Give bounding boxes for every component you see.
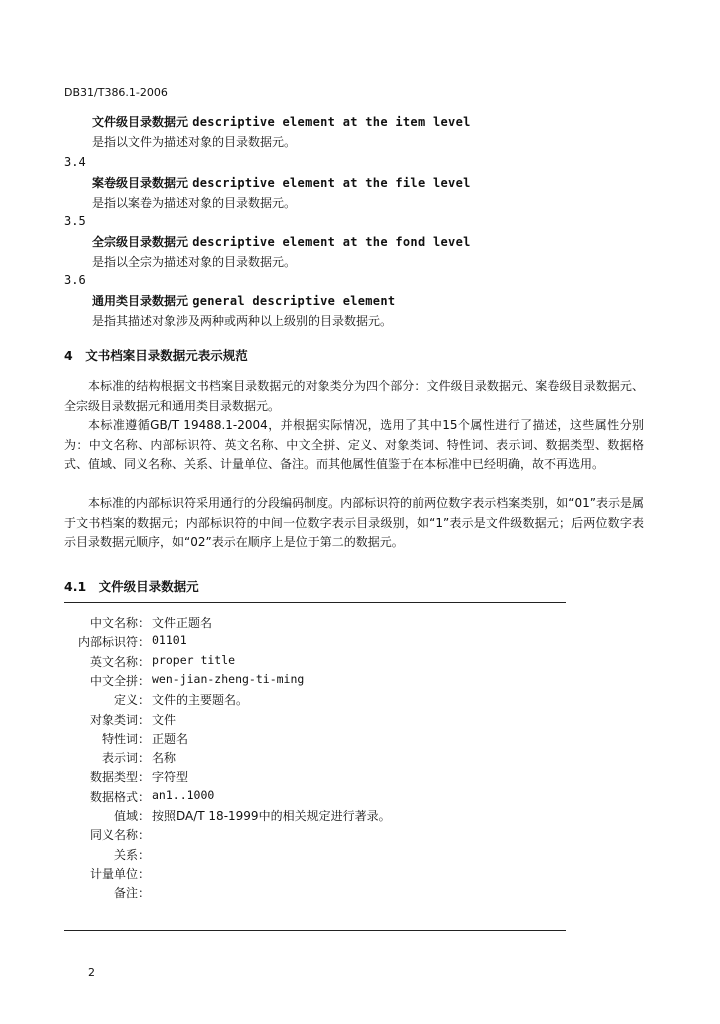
attribute-value: wen-jian-zheng-ti-ming xyxy=(152,671,305,686)
body-paragraph: 本标准的内部标识符采用通行的分段编码制度。内部标识符的前两位数字表示档案类别，如“01”表示是属于文书档案的数据元；内部标识符的中间一位数字表示目录级别，如“1”表示是文件级数据元；后两位数字表示目录数据元顺序，如“02”表示在顺序上是位于第二的数据元。 xyxy=(64,496,644,549)
term-title-cn: 全宗级目录数据元 xyxy=(92,235,189,249)
term-title-en: descriptive element at the file level xyxy=(192,176,471,190)
attribute-label: 中文名称： xyxy=(89,616,150,630)
term-definition: 是指以全宗为描述对象的目录数据元。 xyxy=(92,255,297,269)
attribute-label: 表示词： xyxy=(101,751,150,766)
attribute-label: 中文全拼： xyxy=(89,673,150,688)
attribute-label: 定义： xyxy=(113,693,150,708)
term-title-en: descriptive element at the item level xyxy=(192,115,471,129)
attribute-label: 数据格式： xyxy=(89,789,150,804)
attribute-value: 文件正题名 xyxy=(152,616,213,630)
attribute-label: 计量单位： xyxy=(89,866,150,881)
attribute-value: an1..1000 xyxy=(152,787,215,802)
term-number: 3.6 xyxy=(64,273,86,287)
term-number: 3.5 xyxy=(64,214,86,228)
term-title-en: descriptive element at the fond level xyxy=(192,235,471,249)
term-title-cn: 通用类目录数据元 xyxy=(92,294,189,308)
attribute-label: 特性词： xyxy=(101,731,150,746)
attribute-label: 值域： xyxy=(113,809,150,823)
attribute-value: 按照DA/T 18-1999中的相关规定进行著录。 xyxy=(152,809,391,823)
term-title-cn: 案卷级目录数据元 xyxy=(92,176,189,190)
attribute-value: proper title xyxy=(152,652,236,667)
term-definition: 是指以文件为描述对象的目录数据元。 xyxy=(92,135,297,149)
table-bottom-rule xyxy=(64,930,566,931)
attribute-label: 关系： xyxy=(113,847,150,862)
attribute-value: 字符型 xyxy=(152,770,189,785)
attribute-label: 备注： xyxy=(113,886,150,901)
subsection-heading: 4.1 文件级目录数据元 xyxy=(64,579,199,594)
attribute-value: 正题名 xyxy=(152,731,189,746)
section-heading: 4 文书档案目录数据元表示规范 xyxy=(64,348,248,363)
document-code-header: DB31/T386.1-2006 xyxy=(64,86,168,99)
attribute-value: 文件的主要题名。 xyxy=(152,693,249,708)
term-definition: 是指其描述对象涉及两种或两种以上级别的目录数据元。 xyxy=(92,314,393,328)
attribute-label: 同义名称： xyxy=(89,828,150,843)
body-paragraph: 本标准的结构根据文书档案目录数据元的对象类分为四个部分：文件级目录数据元、案卷级目录数据元、全宗级目录数据元和通用类目录数据元。 xyxy=(64,379,644,413)
page-number: 2 xyxy=(88,966,95,979)
attribute-value: 名称 xyxy=(152,751,177,766)
attribute-value: 01101 xyxy=(152,633,187,648)
attribute-label: 数据类型： xyxy=(89,770,150,785)
attribute-label: 内部标识符： xyxy=(77,635,150,650)
attribute-label: 英文名称： xyxy=(89,654,150,669)
attribute-label: 对象类词： xyxy=(89,712,150,727)
term-definition: 是指以案卷为描述对象的目录数据元。 xyxy=(92,196,297,210)
term-title-cn: 文件级目录数据元 xyxy=(92,115,189,129)
body-paragraph: 本标准遵循GB/T 19488.1-2004，并根据实际情况，选用了其中15个属性进行了描述，这些属性分别为：中文名称、内部标识符、英文名称、中文全拼、定义、对象类词、特性词、表示词、数据类型、数据格式、值域、同义名称、关系、计量单位、备注。而其他属性值鉴于在本标准中已经明确，故不再选用。 xyxy=(64,418,644,471)
term-number: 3.4 xyxy=(64,155,86,169)
attribute-value: 文件 xyxy=(152,712,177,727)
term-title-en: general descriptive element xyxy=(192,294,396,308)
